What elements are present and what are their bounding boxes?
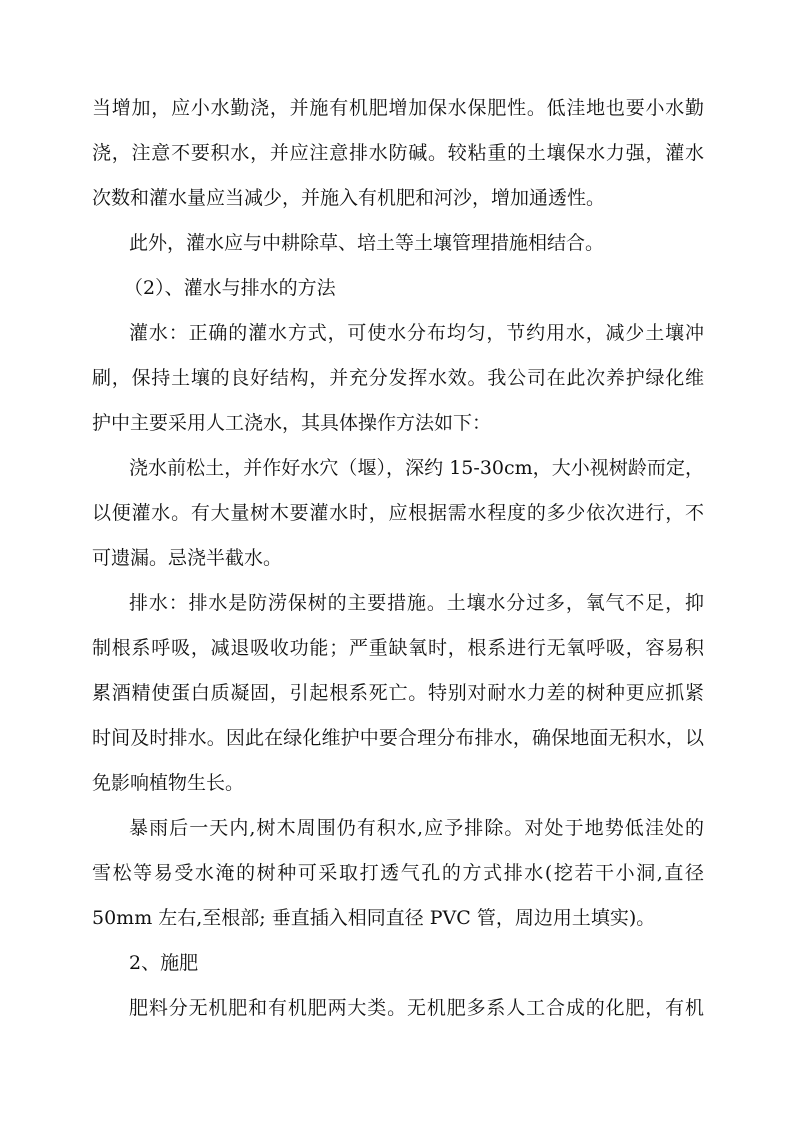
section-heading: 2、施肥 xyxy=(129,952,199,974)
paragraph-first-line: 排水：排水是防涝保树的主要措施。土壤水分过多，氧气不足，抑 xyxy=(129,592,704,614)
text-line: 以便灌水。有大量树木要灌水时，应根据需水程度的多少依次进行，不 xyxy=(92,502,704,524)
text-line: 免影响植物生长。 xyxy=(92,772,245,794)
text-line: 50mm 左右,至根部; 垂直插入相同直径 PVC 管，周边用土填实)。 xyxy=(92,907,656,929)
text-line: 浇，注意不要积水，并应注意排水防碱。较粘重的土壤保水力强，灌水 xyxy=(92,142,704,164)
text-line: 雪松等易受水淹的树种可采取打透气孔的方式排水(挖若干小洞,直径 xyxy=(92,862,704,884)
text-line: 次数和灌水量应当减少，并施入有机肥和河沙，增加通透性。 xyxy=(92,187,606,209)
paragraph-first-line: 肥料分无机肥和有机肥两大类。无机肥多系人工合成的化肥，有机 xyxy=(129,997,704,1019)
paragraph-first-line: 灌水：正确的灌水方式，可使水分布均匀，节约用水，减少土壤冲 xyxy=(129,322,704,344)
section-heading: （2）、灌水与排水的方法 xyxy=(124,277,336,299)
text-line: 护中主要采用人工浇水，其具体操作方法如下： xyxy=(92,412,492,434)
text-line: 制根系呼吸，减退吸收功能；严重缺氧时，根系进行无氧呼吸，容易积 xyxy=(92,637,704,659)
text-line: 时间及时排水。因此在绿化维护中要合理分布排水，确保地面无积水，以 xyxy=(92,727,704,749)
body-text xyxy=(92,86,704,1031)
paragraph-first-line: 暴雨后一天内,树木周围仍有积水,应予排除。对处于地势低洼处的 xyxy=(129,817,704,839)
paragraph-first-line: 浇水前松土，并作好水穴（堰），深约 15-30cm，大小视树龄而定， xyxy=(129,457,704,479)
text-line: 累酒精使蛋白质凝固，引起根系死亡。特别对耐水力差的树种更应抓紧 xyxy=(92,682,704,704)
text-line: 当增加，应小水勤浇，并施有机肥增加保水保肥性。低洼地也要小水勤 xyxy=(92,97,704,119)
text-line: 可遗漏。忌浇半截水。 xyxy=(92,547,283,569)
paragraph-first-line: 此外，灌水应与中耕除草、培土等土壤管理措施相结合。 xyxy=(129,232,605,254)
text-line: 刷，保持土壤的良好结构，并充分发挥水效。我公司在此次养护绿化维 xyxy=(92,367,704,389)
